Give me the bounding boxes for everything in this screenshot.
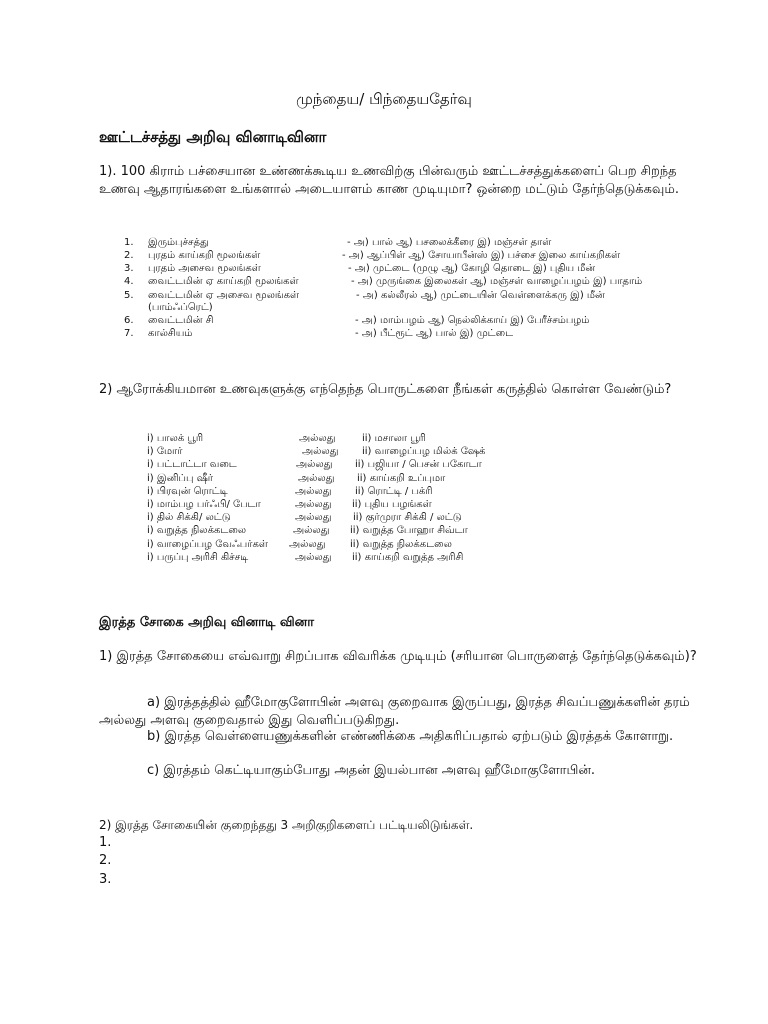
- q1-item-options: - அ) முருங்கை இலைகள் ஆ) மஞ்சள் வாழைப்பழம் இ) பாதாம்: [351, 276, 643, 287]
- page-title: முந்தைய/ பிந்தையதேர்வு: [296, 90, 472, 108]
- q1-item-number: 2.: [124, 250, 134, 261]
- option-a: a) இரத்தத்தில் ஹீமோகுளோபின் அளவு குறைவாக இருப்பது, இரத்த சிவப்பணுக்களின் தரம் அல்லது அளவு குறைவதால் இது வெளிப்படுகிறது.: [99, 695, 690, 728]
- q1-item-options: - அ) முட்டை (முழு ஆ) கோழி தொடை இ) புதிய மீன்: [348, 263, 596, 274]
- q2-option-b: ii) காய்கறி வறுத்த அரிசி: [352, 552, 464, 563]
- q2-option-b: ii) மசாலா பூரி: [362, 433, 426, 444]
- q1-item-options: - அ) பால் ஆ) பசலைக்கீரை இ) மஞ்சள் தாள்: [347, 237, 552, 248]
- q2-or-label: அல்லது: [295, 552, 332, 563]
- q2-or-label: அல்லது: [299, 433, 336, 444]
- q2-option-a: i) வறுத்த நிலக்கடலை: [147, 525, 247, 536]
- q1-item-label: (பாம்ஃப்ரெட்): [148, 302, 213, 313]
- anaemia-question-2-text: 2) இரத்த சோகையின் குறைந்தது 3 அறிகுறிகளைப் பட்டியலிடுங்கள்.: [99, 818, 474, 832]
- q1-item-options: - அ) பீட்ரூட் ஆ) பால் இ) முட்டை: [355, 328, 514, 339]
- q1-item-label: வைட்டமின் ஏ காய்கறி மூலங்கள்: [148, 276, 299, 287]
- q2-option-a: i) மோர்: [147, 446, 183, 457]
- q1-item-label: வைட்டமின் சி: [148, 315, 214, 326]
- q1-item-number: 5.: [124, 290, 134, 301]
- q1-item-options: - அ) ஆப்பிள் ஆ) சோயாபீன்ஸ் இ) பச்சை இலை காய்கறிகள்: [342, 250, 621, 261]
- q2-option-b: ii) வாழைப்பழ மில்க் ஷேக்: [362, 446, 486, 457]
- blank-line-3: 3.: [99, 872, 112, 887]
- q1-item-options: - அ) மாம்பழம் ஆ) நெல்லிக்காய் இ) பேரீச்சம்பழம்: [355, 315, 590, 326]
- q1-item-label: புரதம் அசைவ மூலங்கள்: [148, 263, 261, 274]
- section-heading-anaemia: இரத்த சோகை அறிவு வினாடி வினா: [99, 615, 315, 630]
- q1-item-number: 7.: [124, 328, 134, 339]
- q1-item-options: - அ) கல்லீரல் ஆ) முட்டையின் வெள்ளைக்கரு இ) மீன்: [356, 290, 605, 301]
- q2-option-a: i) பருப்பு அரிசி கிச்சடி: [147, 552, 249, 563]
- q2-option-b: ii) பஜியா / பெசன் பகோடா: [355, 459, 482, 470]
- q1-item-label: கால்சியம்: [148, 328, 193, 339]
- q2-option-b: ii) புதிய பழங்கள்: [352, 499, 432, 510]
- q2-option-a: i) மாம்பழ பர்ஃபி/ பேடா: [147, 499, 261, 510]
- q2-option-b: ii) ரொட்டி / பக்ரி: [355, 486, 433, 497]
- q2-or-label: அல்லது: [289, 539, 326, 550]
- q1-item-label: இரும்புச்சத்து: [148, 237, 209, 248]
- blank-line-2: 2.: [99, 853, 112, 868]
- blank-line-1: 1.: [99, 835, 112, 850]
- anaemia-question-1-text: 1) இரத்த சோகையை எவ்வாறு சிறப்பாக விவரிக்க முடியும் (சரியான பொருளைத் தேர்ந்தெடுக்கவும்)?: [99, 649, 697, 664]
- section-heading-nutrition: ஊட்டச்சத்து அறிவு வினாடிவினா: [99, 128, 327, 146]
- q2-option-b: ii) வறுத்த நிலக்கடலை: [350, 539, 452, 550]
- q2-option-b: ii) வறுத்த போஹா சிவ்டா: [350, 525, 468, 536]
- question-2-text: 2) ஆரோக்கியமான உணவுகளுக்கு எந்தெந்த பொருட்களை நீங்கள் கருத்தில் கொள்ள வேண்டும்?: [99, 382, 672, 397]
- option-c: c) இரத்தம் கெட்டியாகும்போது அதன் இயல்பான அளவு ஹீமோகுளோபின்.: [147, 763, 596, 778]
- q2-or-label: அல்லது: [295, 486, 332, 497]
- q2-option-a: i) பட்டாட்டா வடை: [147, 459, 237, 470]
- q2-option-b: ii) காய்கறி உப்புமா: [357, 473, 446, 484]
- q1-item-number: 3.: [124, 263, 134, 274]
- q1-item-number: 6.: [124, 315, 134, 326]
- q2-or-label: அல்லது: [302, 446, 339, 457]
- q1-item-label: புரதம் காய்கறி மூலங்கள்: [148, 250, 261, 261]
- question-1-text: 1). 100 கிராம் பச்சையான உண்ணக்கூடிய உணவிற்கு பின்வரும் ஊட்டச்சத்துக்களைப் பெற சிறந்த உணவு ஆதாரங்களை உங்களால் அடையாளம் காண முடியுமா? ஒன்றை மட்டும் தேர்ந்தெடுக்கவும்.: [99, 164, 679, 197]
- q2-or-label: அல்லது: [298, 473, 335, 484]
- q2-option-a: i) தில் சிக்கி/ லட்டு: [147, 512, 231, 523]
- option-b: b) இரத்த வெள்ளையணுக்களின் எண்ணிக்கை அதிகரிப்பதால் ஏற்படும் இரத்தக் கோளாறு.: [147, 729, 674, 744]
- q1-item-label: வைட்டமின் ஏ அசைவ மூலங்கள்: [148, 290, 300, 301]
- q2-option-a: i) வாழைப்பழ வேஃபர்கள்: [147, 539, 268, 550]
- q2-option-b: ii) குர்முரா சிக்கி / லட்டு: [353, 512, 462, 523]
- q2-option-a: i) பிரவுன் ரொட்டி: [147, 486, 228, 497]
- q1-item-number: 4.: [124, 276, 134, 287]
- q2-option-a: i) பாலக் பூரி: [147, 433, 204, 444]
- q2-option-a: i) இனிப்பு ஷீர்: [147, 473, 214, 484]
- q1-item-number: 1.: [124, 237, 134, 248]
- q2-or-label: அல்லது: [295, 499, 332, 510]
- q2-or-label: அல்லது: [293, 525, 330, 536]
- q2-or-label: அல்லது: [296, 459, 333, 470]
- q2-or-label: அல்லது: [295, 512, 332, 523]
